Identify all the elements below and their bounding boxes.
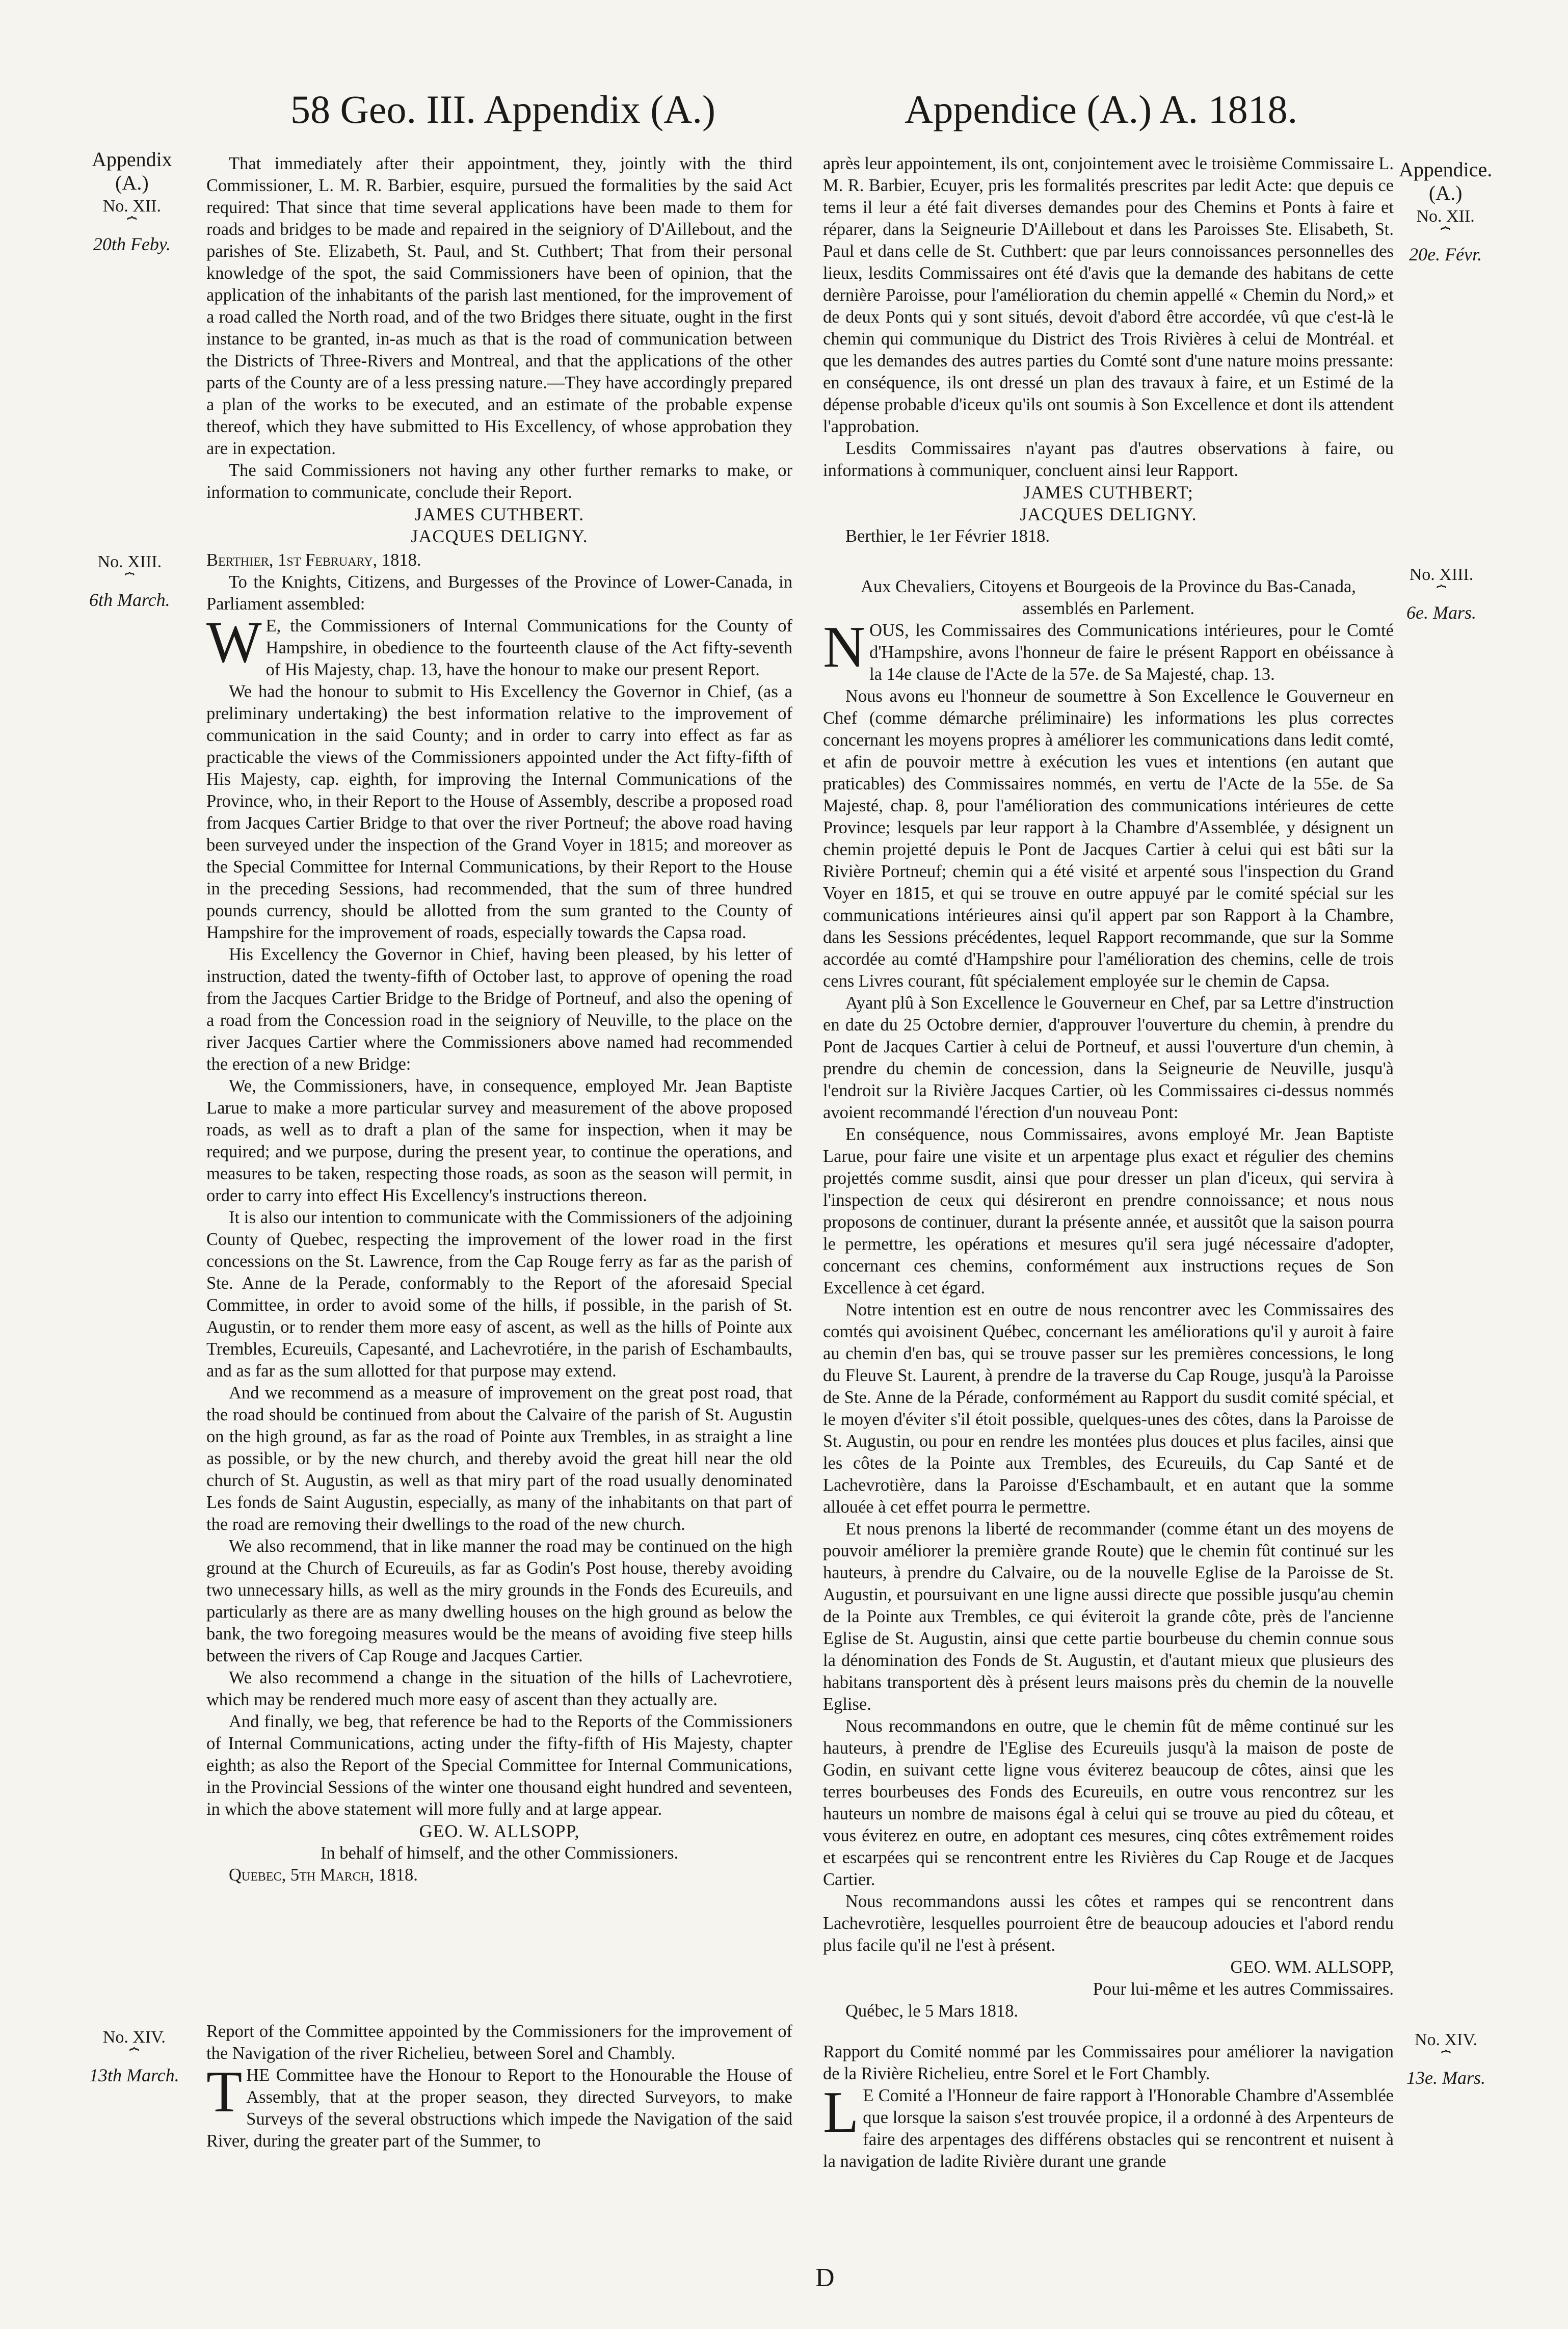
margin-note-xiii-left: No. XIII. ⏞ 6th March. — [89, 552, 170, 610]
margin-note-xiv-left: No. XIV. ⏞ 13th March. — [89, 2028, 179, 2085]
margin-note-xii-right: Appendice. (A.) No. XII. ⏞ 20e. Févr. — [1399, 158, 1493, 264]
margin-note-xii-left: Appendix (A.) No. XII. ⏞ 20th Feby. — [92, 148, 172, 254]
paragraph: Nous recommandons aussi les côtes et rampes qui se rencontrent dans Lachevrotière, lesquelles pourroient être de beaucoup adoucies et l'abord rendu plus facile qu'il ne l'est à présent. — [823, 1892, 1394, 1955]
address: Aux Chevaliers, Citoyens et Bourgeois de la Province du Bas-Canada, assemblés en Parlement. — [861, 577, 1356, 618]
paragraph: Notre intention est en outre de nous rencontrer avec les Commissaires des comtés qui avoisinent Québec, concernant les améliorations qu'il y auroit à faire au chemin d'en bas, qui se trouve passer sur les premières concessions, le long du Fleuve St. Laurent, à prendre de la traverse du Cap Rouge, jusqu'à la Paroisse de Ste. Anne de la Pérade, conformément au Rapport du susdit comité spécial, et le moyen d'éviter s'il étoit possible, quelques-unes des côtes, dans la Paroisse de St. Augustin, ou pour en rendre les montées plus douces et plus faciles, ainsi que les côtes de la Pointe aux Trembles, des Ecureuils, du Cap Santé et de Lachevrotière, dans la Paroisse d'Eschambault, et en autant que la somme allouée à cet effet pourra le permettre. — [823, 1300, 1394, 1517]
paragraph: THE Committee have the Honour to Report to the Honourable the House of Assembly, that at the proper season, they directed Surveyors, to make Surveys of the several obstructions which impede the Navigation of the said River, during the greater part of the Summer, to — [206, 2059, 792, 2151]
paragraph: We also recommend, that in like manner the road may be continued on the high ground at the Church of Ecureuils, as far as Godin's Post house, thereby avoiding two unnecessary hills, as well as the miry grounds in the Fonds des Ecureuils, and particularly as there are as many dwelling houses on the high ground as below the bank, the two foregoing measures would be the means of avoiding five steep hills between the rivers of Cap Rouge and Jacques Cartier. — [206, 1537, 792, 1665]
paragraph: NOUS, les Commissaires des Communications intérieures, pour le Comté d'Hampshire, avons l'honneur de faire le présent Rapport en obéissance à la 14e clause de l'Acte de la 57e. de Sa Majesté, chap. 13. — [823, 615, 1394, 684]
margin-note-xiii-right: No. XIII. ⏞ 6e. Mars. — [1406, 565, 1476, 623]
signature: JACQUES DELIGNY. — [411, 526, 588, 546]
place-date: Berthier, 1st February, 1818. — [206, 550, 421, 570]
signature-mark: D — [815, 2263, 836, 2292]
behalf-line: Pour lui-même et les autres Commissaires. — [1093, 1979, 1394, 1999]
drop-cap: T — [206, 2059, 243, 2124]
paragraph: après leur appointement, ils ont, conjointement avec le troisième Commissaire L. M. R. Barbier, Ecuyer, pris les formalités prescrites par ledit Acte: que depuis ce tems il leur a été fait diverses demandes pour des Chemins et Ponts à faire et réparer, dans la Seigneurie D'Aillebout et dans les Paroisses Ste. Elisabeth, St. Paul et dans celle de St. Cuthbert: que par leurs connoissances personnelles des lieux, lesdits Commissaires ont été d'avis que la demande des habitans de cette dernière Paroisse, pour l'amélioration du chemin appellé « Chemin du Nord,» et de deux Ponts qui y sont situés, devoit d'abord être accordée, vû que c'est-là le chemin qui communique du District des Trois Rivières à celui de Montréal. et que les demandes des autres parties du Comté sont d'une nature moins pressante: en conséquence, ils ont dressé un plan des travaux à faire, et un Estimé de la dépense probable d'iceux qu'ils ont soumis à Son Excellence et dont ils attendent l'approbation. — [823, 154, 1394, 436]
drop-cap: W — [206, 610, 262, 675]
en-report-xii — [206, 153, 792, 547]
address: To the Knights, Citizens, and Burgesses of the Province of Lower-Canada, in Parliament assembled: — [206, 572, 792, 614]
paragraph: That immediately after their appointment, they, jointly with the third Commissioner, L. M. R. Barbier, esquire, pursued the formalities by the said Act required: That since that time several applications have been made to them for roads and bridges to be made and repaired in the seigniory of D'Aillebout, and the parishes of Ste. Elizabeth, St. Paul, and St. Cuthbert; That from their personal knowledge of the spot, the said Commissioners have been of opinion, that the application of the inhabitants of the parish last mentioned, for the improvement of a road called the North road, and of the two Bridges there situate, ought in the first instance to be granted, in-as much as that is the road of communication between the Districts of Three-Rivers and Montreal, and that the applications of the other parts of the County are of a less pressing nature.—They have accordingly prepared a plan of the works to be executed, and an estimate of the probable expense thereof, which they have submitted to His Excellency, of whose approbation they are in expectation. — [206, 154, 792, 458]
drop-cap: L — [823, 2080, 859, 2145]
paragraph: We, the Commissioners, have, in consequence, employed Mr. Jean Baptiste Larue to make a more particular survey and measurement of the above proposed roads, as well as to draft a plan of the same for inspection, when it may be required; and we purpose, during the present year, to continue the operations, and measures to be taken, respecting those roads, as soon as the season will permit, in order to carry into effect His Excellency's instructions thereon. — [206, 1076, 792, 1205]
section-title: Report of the Committee appointed by the Commissioners for the improvement of the Navigation of the river Richelieu, between Sorel and Chambly. — [206, 2022, 792, 2063]
signature: GEO. W. ALLSOPP, — [419, 1821, 580, 1841]
place-date: Quebec, 5th March, 1818. — [229, 1865, 418, 1885]
paragraph: And finally, we beg, that reference be had to the Reports of the Commissioners of Internal Communications, acting under the fifty-fifth of His Majesty, chapter eighth; as also the Report of the Special Committee for Internal Communications, in the Provincial Sessions of the winter one thousand eight hundred and seventeen, in which the above statement will more fully and at large appear. — [206, 1712, 792, 1819]
margin-bracket: ⏞ — [129, 2047, 139, 2066]
paragraph: W E, the Commissioners of Internal Communications for the County of Hampshire, in obedience to the fourteenth clause of the Act fifty-seventh of His Majesty, chap. 13, have the honour to make our present Report. — [206, 610, 792, 679]
en-report-xiii — [206, 549, 792, 1886]
fr-report-xiv — [823, 2041, 1394, 2173]
en-report-xiv — [206, 2021, 792, 2152]
drop-cap: N — [823, 615, 866, 679]
signature: JACQUES DELIGNY. — [1020, 504, 1197, 524]
signature: JAMES CUTHBERT. — [414, 504, 584, 524]
signature: GEO. WM. ALLSOPP, — [1230, 1957, 1394, 1977]
paragraph: En conséquence, nous Commissaires, avons employé Mr. Jean Baptiste Larue, pour faire une visite et un arpentage plus exact et régulier des chemins projettés comme susdit, ainsi que pour dresser un plan d'iceux, qui servira à l'inspection de ceux qui désireront en prendre connoissance; et nous nous proposons de continuer, durant la présente année, et aussitôt que la saison pourra le permettre, les opérations et mesures qu'il sera jugé nécessaire d'adopter, concernant ces chemins, conformément aux instructions reçues de Son Excellence à cet égard. — [823, 1125, 1394, 1298]
paragraph: Ayant plû à Son Excellence le Gouverneur en Chef, par sa Lettre d'instruction en date du 25 Octobre dernier, d'approuver l'ouverture du chemin, à prendre du Pont de Jacques Cartier à celui de Portneuf, et aussi l'ouverture d'un chemin, à prendre du chemin de concession, dans la Seigneurie de Neuville, jusqu'à l'endroit sur la Rivière Jacques Cartier, où les Commissaires ci-dessus nommés avoient recommandé l'érection d'un nouveau Pont: — [823, 993, 1394, 1122]
signature: JAMES CUTHBERT; — [1023, 482, 1193, 502]
paragraph: Lesdits Commissaires n'ayant pas d'autres observations à faire, ou informations à communiquer, concluent ainsi leur Rapport. — [823, 439, 1394, 480]
behalf-line: In behalf of himself, and the other Commissioners. — [320, 1843, 679, 1863]
margin-bracket: ⏞ — [127, 216, 137, 234]
paragraph: Nous avons eu l'honneur de soumettre à Son Excellence le Gouverneur en Chef (comme démarche préliminaire) les informations les plus correctes concernant les moyens propres à améliorer les communications dans ledit comté, et afin de pouvoir mettre à exécution les vues et intentions (en autant que praticables) des Commissaires nommés, en vertu de l'Acte de la 55e. de Sa Majesté, chap. 8, pour l'amélioration des communications intérieures de cette Province; lesquels par leur rapport à la Chambre d'Assemblée, y désignent un chemin projetté depuis le Pont de Jacques Cartier à celui qui est bâti sur la Rivière Portneuf; chemin qui a été visité et arpenté sous l'inspection du Grand Voyer en 1815, et qui se trouve en outre appuyé par le comité spécial sur les communications intérieures ainsi qu'il appert par son Rapport à la Chambre, dans les Sessions précédentes, lequel Rapport recommande, que sur la Somme accordée au comté d'Hampshire pour l'amélioration des chemins, celle de trois cens Livres courant, fût spécialement employée sur le chemin de Capsa. — [823, 686, 1394, 991]
margin-bracket: ⏞ — [124, 572, 135, 590]
margin-bracket: ⏞ — [1441, 2050, 1451, 2068]
fr-report-xii — [823, 153, 1394, 547]
paragraph: It is also our intention to communicate with the Commissioners of the adjoining County of Quebec, respecting the improvement of the lower road in the first concessions on the St. Lawrence, from the Cap Rouge ferry as far as the parish of Ste. Anne de la Perade, conformably to the Report of the aforesaid Special Committee, in order to avoid some of the hills, if possible, in the parish of St. Augustin, or to render them more easy of ascent, as well as the hills of Pointe aux Trembles, Ecureuils, Capesanté, and Lachevrotiére, in the parish of Eschambaults, and as far as the sum allotted for that purpose may extend. — [206, 1208, 792, 1381]
paragraph: L E Comité a l'Honneur de faire rapport à l'Honorable Chambre d'Assemblée que lorsque la saison s'est trouvée propice, il a ordonné à des Arpenteurs de faire des arpentages des différens obstacles qui se rencontrent et nuisent à la navigation de ladite Rivière durant une grande — [823, 2080, 1394, 2171]
margin-bracket: ⏞ — [1436, 585, 1447, 603]
paragraph: The said Commissioners not having any other further remarks to make, or information to communicate, conclude their Report. — [206, 461, 792, 502]
paragraph: We had the honour to submit to His Excellency the Governor in Chief, (as a preliminary undertaking) the best information relative to the improvement of communication in the said County; and in order to carry into effect as far as practicable the views of the Commissioners appointed under the Act fifty-fifth of His Majesty, cap. eighth, for improving the Internal Communications of the Province, who, in their Report to the House of Assembly, describe a proposed road from Jacques Cartier Bridge to that over the river Portneuf; the above road having been surveyed under the inspection of the Grand Voyer in 1815; and moreover as the Special Committee for Internal Communications, by their Report to the House in the preceding Sessions, had recommended, that the sum of three hundred pounds currency, should be allotted from the sum granted to the County of Hampshire for the improvement of roads, especially towards the Capsa road. — [206, 682, 792, 942]
fr-report-xiii — [823, 576, 1394, 2022]
running-header-left: 58 Geo. III. Appendix (A.) — [290, 87, 715, 131]
place-date: Berthier, le 1er Février 1818. — [845, 526, 1050, 546]
paragraph: Nous recommandons en outre, que le chemin fût de même continué sur les hauteurs, à prendre de l'Eglise des Ecureuils jusqu'à la maison de poste de Godin, en suivant cette ligne vous éviterez beaucoup de côtes, ainsi que les terres bourbeuses des Fonds des Ecureuils, en outre vous rencontrez sur les hauteurs un nombre de maisons égal à celui qui se trouve au pied du côteau, et vous éviterez en outre, en adoptant ces mesures, cinq côtes extrêmement roides et escarpées qui se rencontrent entre les Rivières du Cap Rouge et de Jacques Cartier. — [823, 1716, 1394, 1889]
margin-bracket: ⏞ — [1441, 226, 1451, 245]
paragraph: His Excellency the Governor in Chief, having been pleased, by his letter of instruction, dated the twenty-fifth of October last, to approve of opening the road from the Jacques Cartier Bridge to the Bridge of Portneuf, and also the opening of a road from the Concession road in the seigniory of Neuville, to the place on the river Jacques Cartier where the Commissioners above named had recommended the erection of a new Bridge: — [206, 945, 792, 1074]
margin-note-xiv-right: No. XIV. ⏞ 13e. Mars. — [1406, 2030, 1485, 2088]
place-date: Québec, le 5 Mars 1818. — [845, 2001, 1019, 2021]
paragraph: Et nous prenons la liberté de recommander (comme étant un des moyens de pouvoir améliorer la première grande Route) que le chemin fût continué sur les hauteurs, à prendre du Calvaire, ou de la nouvelle Eglise de la Paroisse de St. Augustin, et poursuivant en une ligne aussi directe que possible jusqu'au chemin de la Pointe aux Trembles, ce qui éviteroit la grande côte, près de l'ancienne Eglise de St. Augustin, ainsi que cette partie bourbeuse du chemin connue sous la dénomination des Fonds de St. Augustin, et d'autant mieux que plusieurs des habitans transportent dès à présent leurs maisons près du chemin de la nouvelle Eglise. — [823, 1519, 1394, 1714]
section-title: Rapport du Comité nommé par les Commissaires pour améliorer la navigation de la Rivière Richelieu, entre Sorel et le Fort Chambly. — [823, 2042, 1394, 2083]
paragraph: We also recommend a change in the situation of the hills of Lachevrotiere, which may be rendered much more easy of ascent than they actually are. — [206, 1668, 792, 1709]
paragraph: And we recommend as a measure of improvement on the great post road, that the road should be continued from about the Calvaire of the parish of St. Augustin on the high ground, as far as the road of Pointe aux Trembles, in as straight a line as possible, or by the new church, and thereby avoid the great hill near the old church of St. Augustin, as well as that miry part of the road usually denominated Les fonds de Saint Augustin, especially, as many of the inhabitants on that part of the road are removing their dwellings to the road of the new church. — [206, 1383, 792, 1534]
running-header-right: Appendice (A.) A. 1818. — [905, 87, 1298, 131]
